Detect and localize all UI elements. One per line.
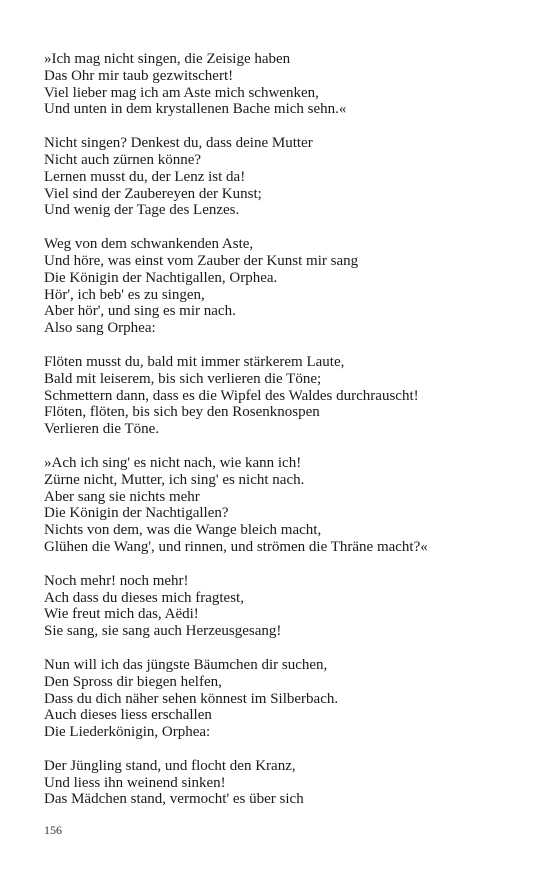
verse-line: Das Mädchen stand, vermocht' es über sich: [44, 791, 304, 808]
verse-line: Aber hör', und sing es mir nach.: [44, 303, 236, 320]
verse-line: Und höre, was einst vom Zauber der Kunst mir sang: [44, 252, 359, 269]
poem-body: [44, 51, 524, 825]
stanza: [44, 236, 524, 337]
verse-line: Dass du dich näher sehen könnest im Silberbach.: [44, 690, 339, 707]
verse-line: Weg von dem schwankenden Aste,: [44, 236, 254, 253]
page-number: 156: [44, 823, 62, 837]
verse-line: Nun will ich das jüngste Bäumchen dir suchen,: [44, 656, 328, 673]
verse-line: Viel sind der Zaubereyen der Kunst;: [44, 185, 262, 202]
verse-line: Flöten, flöten, bis sich bey den Rosenknospen: [44, 404, 320, 421]
verse-line: Und liess ihn weinend sinken!: [44, 774, 226, 791]
verse-line: Wie freut mich das, Aëdi!: [44, 606, 199, 623]
verse-line: »Ich mag nicht singen, die Zeisige haben: [44, 51, 291, 67]
stanza: [44, 573, 524, 640]
verse-line: Das Ohr mir taub gezwitschert!: [44, 67, 234, 84]
verse-line: Aber sang sie nichts mehr: [44, 488, 200, 505]
verse-line: Schmettern dann, dass es die Wipfel des Waldes durchrauscht!: [44, 387, 419, 404]
verse-line: Die Königin der Nachtigallen?: [44, 505, 229, 522]
stanza: [44, 657, 524, 741]
verse-line: Sie sang, sie sang auch Herzeusgesang!: [44, 623, 282, 640]
verse-line: Zürne nicht, Mutter, ich sing' es nicht nach.: [44, 471, 305, 488]
verse-line: Nicht auch zürnen könne?: [44, 151, 202, 168]
stanza: [44, 354, 524, 438]
stanza: [44, 51, 524, 118]
verse-line: Flöten musst du, bald mit immer stärkerem Laute,: [44, 353, 345, 370]
stanza: [44, 758, 524, 808]
verse-line: Ach dass du dieses mich fragtest,: [44, 589, 244, 606]
verse-line: Und wenig der Tage des Lenzes.: [44, 202, 240, 219]
verse-line: Nichts von dem, was die Wange bleich macht,: [44, 522, 322, 539]
verse-line: Auch dieses liess erschallen: [44, 707, 212, 724]
verse-line: Und unten in dem krystallenen Bache mich sehn.«: [44, 101, 347, 118]
verse-line: Hör', ich beb' es zu singen,: [44, 286, 205, 303]
verse-line: Bald mit leiserem, bis sich verlieren die Töne;: [44, 370, 322, 387]
verse-line: Die Königin der Nachtigallen, Orphea.: [44, 269, 278, 286]
verse-line: Lernen musst du, der Lenz ist da!: [44, 168, 246, 185]
verse-line: Verlieren die Töne.: [44, 421, 160, 438]
verse-line: »Ach ich sing' es nicht nach, wie kann ich!: [44, 454, 302, 471]
verse-line: Den Spross dir biegen helfen,: [44, 673, 222, 690]
verse-line: Glühen die Wang', und rinnen, und strömen die Thräne macht?«: [44, 538, 428, 555]
verse-line: Viel lieber mag ich am Aste mich schwenken,: [44, 84, 319, 101]
stanza: [44, 455, 524, 556]
verse-line: Nicht singen? Denkest du, dass deine Mutter: [44, 135, 313, 152]
verse-line: Der Jüngling stand, und flocht den Kranz,: [44, 757, 296, 774]
stanza: [44, 135, 524, 219]
verse-line: Die Liederkönigin, Orphea:: [44, 724, 211, 741]
verse-line: Noch mehr! noch mehr!: [44, 572, 189, 589]
verse-line: Also sang Orphea:: [44, 320, 156, 337]
